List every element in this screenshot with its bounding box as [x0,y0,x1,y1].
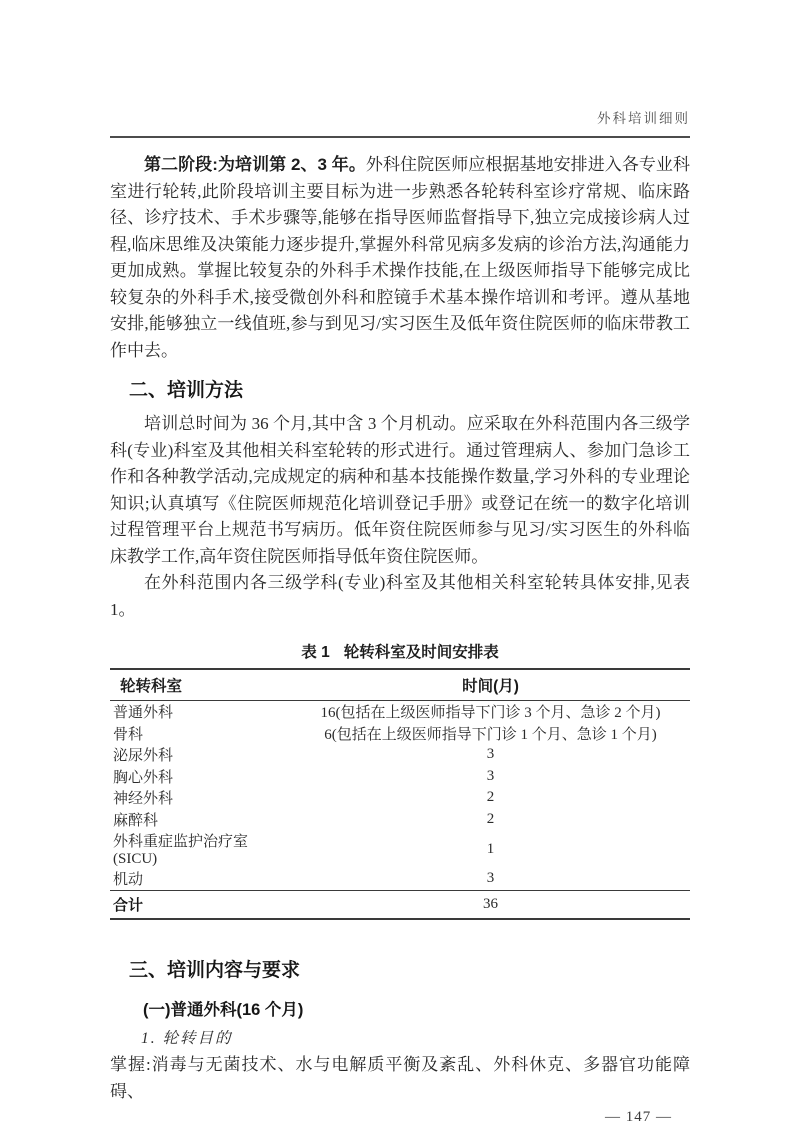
section3-heading: 三、培训内容与要求 [129,959,301,981]
cell-department: 普通外科 [113,705,174,722]
column-header-duration: 时间(月) [291,669,690,701]
table-row [110,744,690,766]
cell-department: 胸心外科 [113,769,174,786]
cell-duration: 3 [486,767,495,784]
table-row [110,830,690,868]
cell-department: 骨科 [113,726,144,743]
header-rule [110,136,690,138]
table-row [110,723,690,745]
page-number: — 147 — [605,1108,672,1125]
cell-total-value: 36 [291,890,690,919]
cell-department: 神经外科 [113,791,174,808]
table-title-label: 表 1 [301,644,330,661]
running-header [110,0,690,138]
table-row [110,809,690,831]
section3-sub-heading: (一)普通外科(16 个月) [143,1000,304,1019]
mastery-line: 掌握:消毒与无菌技术、水与电解质平衡及紊乱、外科休克、多器官功能障碍、 [110,1054,690,1101]
table-title-text: 轮转科室及时间安排表 [343,644,499,661]
cell-department: 外科重症监护治疗室(SICU) [113,834,249,867]
table-title [110,642,690,664]
cell-duration: 3 [486,870,495,887]
section2-heading: 二、培训方法 [129,380,244,401]
table-row [110,868,690,890]
section2-paragraph-1: 培训总时间为 36 个月,其中含 3 个月机动。应采取在外科范围内各三级学科(专业)科室及其他相关科室轮转的形式进行。通过管理病人、参加门急诊工作和各种教学活动,完成规定的病种和基本技能操作数量,学习外科的专业理论知识;认真填写《住院医师规范化培训登记手册》或登记在统一的数字化培训过程管理平台上规范书写病历。低年资住院医师参与见习/实习医生的外科临床教学工作,高年资住院医师指导低年资住院医师。 [110,414,690,566]
table-header-row [110,669,690,701]
cell-duration: 1 [486,840,495,857]
section2-paragraph-2: 在外科范围内各三级学科(专业)科室及其他相关科室轮转具体安排,见表 1。 [110,573,690,619]
table-total-row [110,890,690,919]
table-row [110,787,690,809]
cell-department: 麻醉科 [113,812,159,829]
intro-lead-bold: 第二阶段:为培训第 2、3 年。 [144,155,366,174]
running-header-title: 外科培训细则 [597,111,690,126]
rotation-purpose-label: 1. 轮转目的 [141,1029,233,1047]
rotation-schedule-table [110,668,690,920]
cell-duration: 6(包括在上级医师指导下门诊 1 个月、急诊 1 个月) [324,726,657,743]
cell-department: 机动 [113,872,144,889]
cell-duration: 3 [486,746,495,763]
column-header-department: 轮转科室 [110,669,291,701]
cell-duration: 2 [486,810,495,827]
cell-department: 泌尿外科 [113,748,174,765]
cell-duration: 16(包括在上级医师指导下门诊 3 个月、急诊 2 个月) [320,705,661,722]
cell-duration: 2 [486,789,495,806]
cell-total-label: 合计 [110,890,291,919]
intro-paragraph [110,152,690,364]
table-row [110,766,690,788]
intro-lead-rest: 外科住院医师应根据基地安排进入各专业科室进行轮转,此阶段培训主要目标为进一步熟悉各轮转科室诊疗常规、临床路径、诊疗技术、手术步骤等,能够在指导医师监督指导下,独立完成接诊病人过程,临床思维及决策能力逐步提升,掌握外科常见病多发病的诊治方法,沟通能力更加成熟。掌握比较复杂的外科手术操作技能,在上级医师指导下能够完成比较复杂的外科手术,接受微创外科和腔镜手术基本操作培训和考评。遵从基地安排,能够独立一线值班,参与到见习/实习医生及低年资住院医师的临床带教工作中去。 [110,155,690,360]
table-row [110,701,690,723]
